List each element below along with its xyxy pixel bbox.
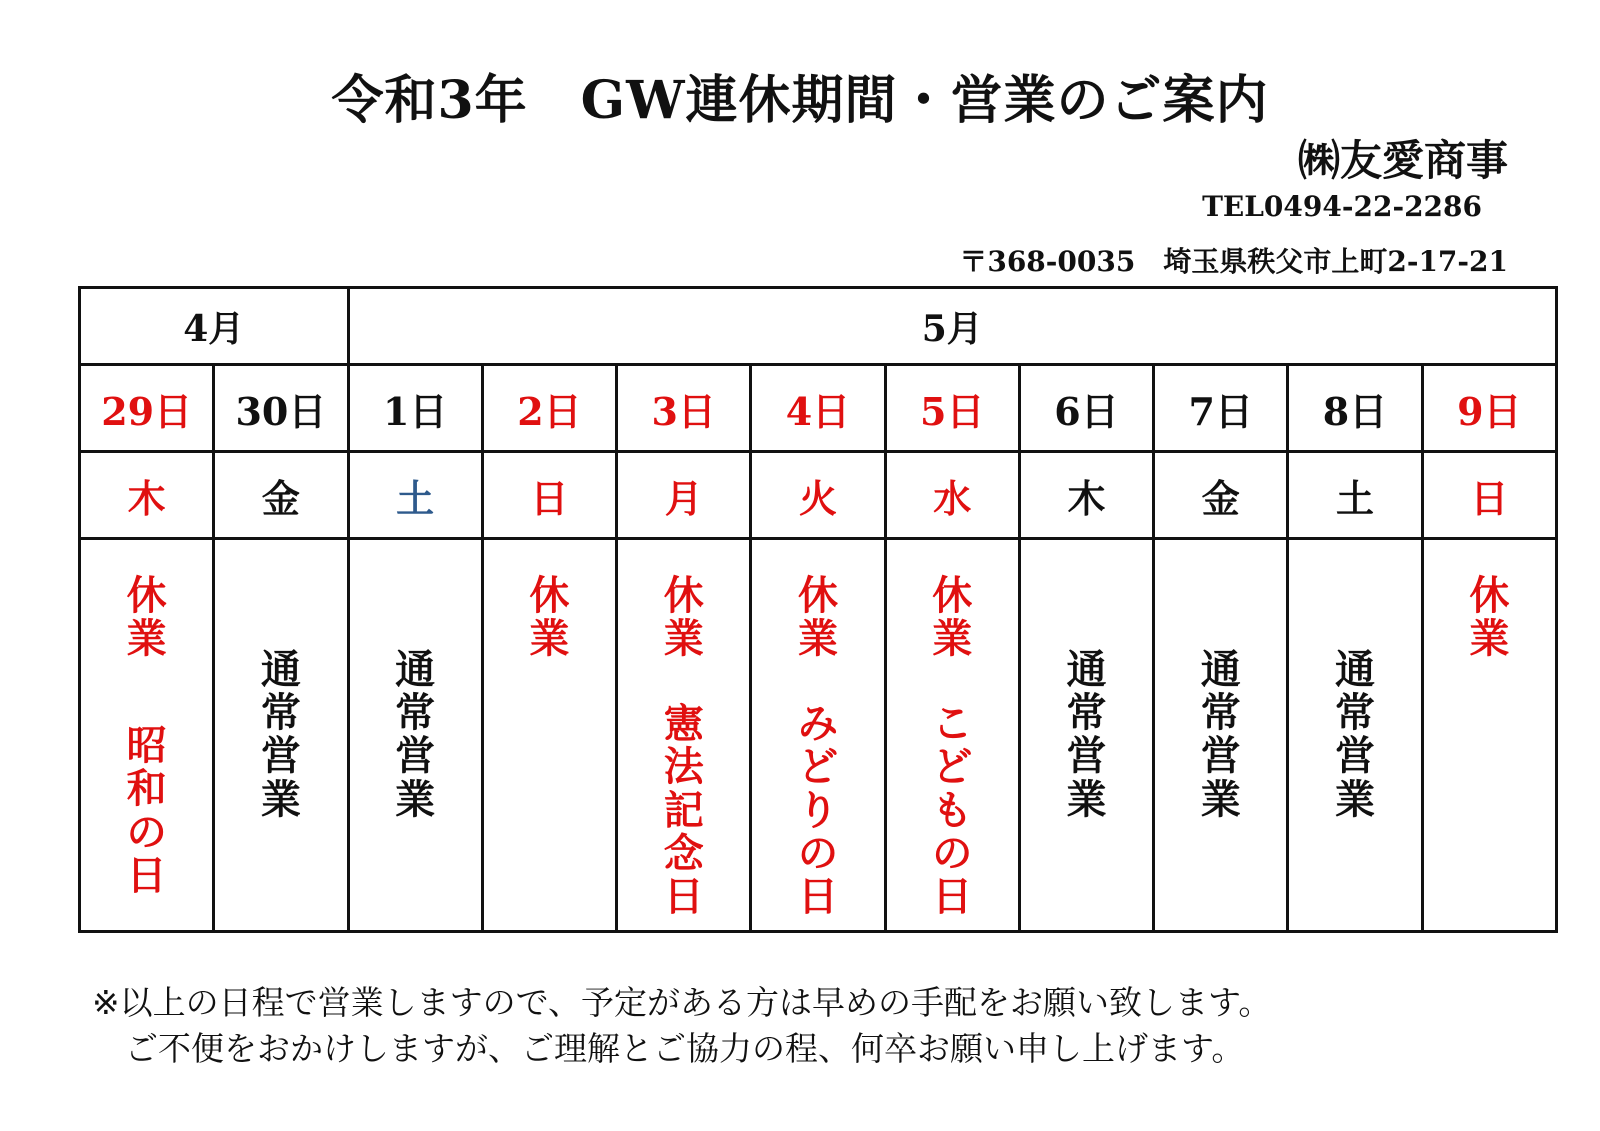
holiday-name: こどもの日 xyxy=(932,700,973,920)
weekday-cell: 土 xyxy=(348,452,482,539)
holiday-name: みどりの日 xyxy=(797,700,838,920)
weekday-cell: 土 xyxy=(1288,452,1422,539)
date-cell: 30日 xyxy=(214,365,348,452)
date-cell: 6日 xyxy=(1019,365,1153,452)
month-header-row xyxy=(80,288,1557,365)
note-line-2: ご不便をおかけしますが、ご理解とご協力の程、何卒お願い申し上げます。 xyxy=(92,1029,1245,1068)
status-cell xyxy=(80,539,214,932)
status-text: 通常営業 xyxy=(1335,646,1376,823)
weekday-cell: 金 xyxy=(214,452,348,539)
weekday-cell: 金 xyxy=(1154,452,1288,539)
weekday-cell: 木 xyxy=(1019,452,1153,539)
date-cell: 9日 xyxy=(1422,365,1556,452)
status-cell xyxy=(348,539,482,932)
weekday-cell: 月 xyxy=(617,452,751,539)
company-name: ㈱友愛商事 xyxy=(1297,136,1508,185)
note-line-1: ※以上の日程で営業しますので、予定がある方は早めの手配をお願い致します。 xyxy=(92,983,1272,1022)
gw-schedule-table xyxy=(78,286,1558,933)
status-text: 休業 xyxy=(663,572,704,663)
notes xyxy=(92,980,1271,1072)
date-cell: 8日 xyxy=(1288,365,1422,452)
status-text: 休業 xyxy=(126,572,167,663)
date-cell: 29日 xyxy=(80,365,214,452)
status-text: 通常営業 xyxy=(1066,646,1107,823)
weekday-cell: 木 xyxy=(80,452,214,539)
status-text: 休業 xyxy=(797,572,838,663)
status-cell xyxy=(885,539,1019,932)
phone-number: TEL0494-22-2286 xyxy=(1202,190,1482,223)
status-cell xyxy=(751,539,885,932)
status-row xyxy=(80,539,1557,932)
weekday-cell: 水 xyxy=(885,452,1019,539)
date-cell: 1日 xyxy=(348,365,482,452)
status-text: 通常営業 xyxy=(1200,646,1241,823)
status-text: 通常営業 xyxy=(395,646,436,823)
status-text: 休業 xyxy=(529,572,570,663)
date-cell: 4日 xyxy=(751,365,885,452)
page-title: 令和3年 GW連休期間・営業のご案内 xyxy=(331,70,1269,131)
status-cell xyxy=(617,539,751,932)
date-cell: 7日 xyxy=(1154,365,1288,452)
holiday-name: 憲法記念日 xyxy=(663,700,704,920)
company-address: 〒368-0035 埼玉県秩父市上町2-17-21 xyxy=(959,245,1508,278)
date-cell: 5日 xyxy=(885,365,1019,452)
date-row xyxy=(80,365,1557,452)
status-cell xyxy=(1288,539,1422,932)
status-text: 通常営業 xyxy=(260,646,301,823)
status-cell xyxy=(1422,539,1556,932)
status-text: 休業 xyxy=(932,572,973,663)
status-text: 休業 xyxy=(1469,572,1510,663)
month-april: 4月 xyxy=(80,288,349,365)
status-cell xyxy=(1154,539,1288,932)
month-may: 5月 xyxy=(348,288,1556,365)
status-cell xyxy=(214,539,348,932)
weekday-cell: 日 xyxy=(1422,452,1556,539)
date-cell: 3日 xyxy=(617,365,751,452)
holiday-name: 昭和の日 xyxy=(126,722,167,899)
status-cell xyxy=(482,539,616,932)
date-cell: 2日 xyxy=(482,365,616,452)
weekday-cell: 日 xyxy=(482,452,616,539)
weekday-row xyxy=(80,452,1557,539)
weekday-cell: 火 xyxy=(751,452,885,539)
status-cell xyxy=(1019,539,1153,932)
